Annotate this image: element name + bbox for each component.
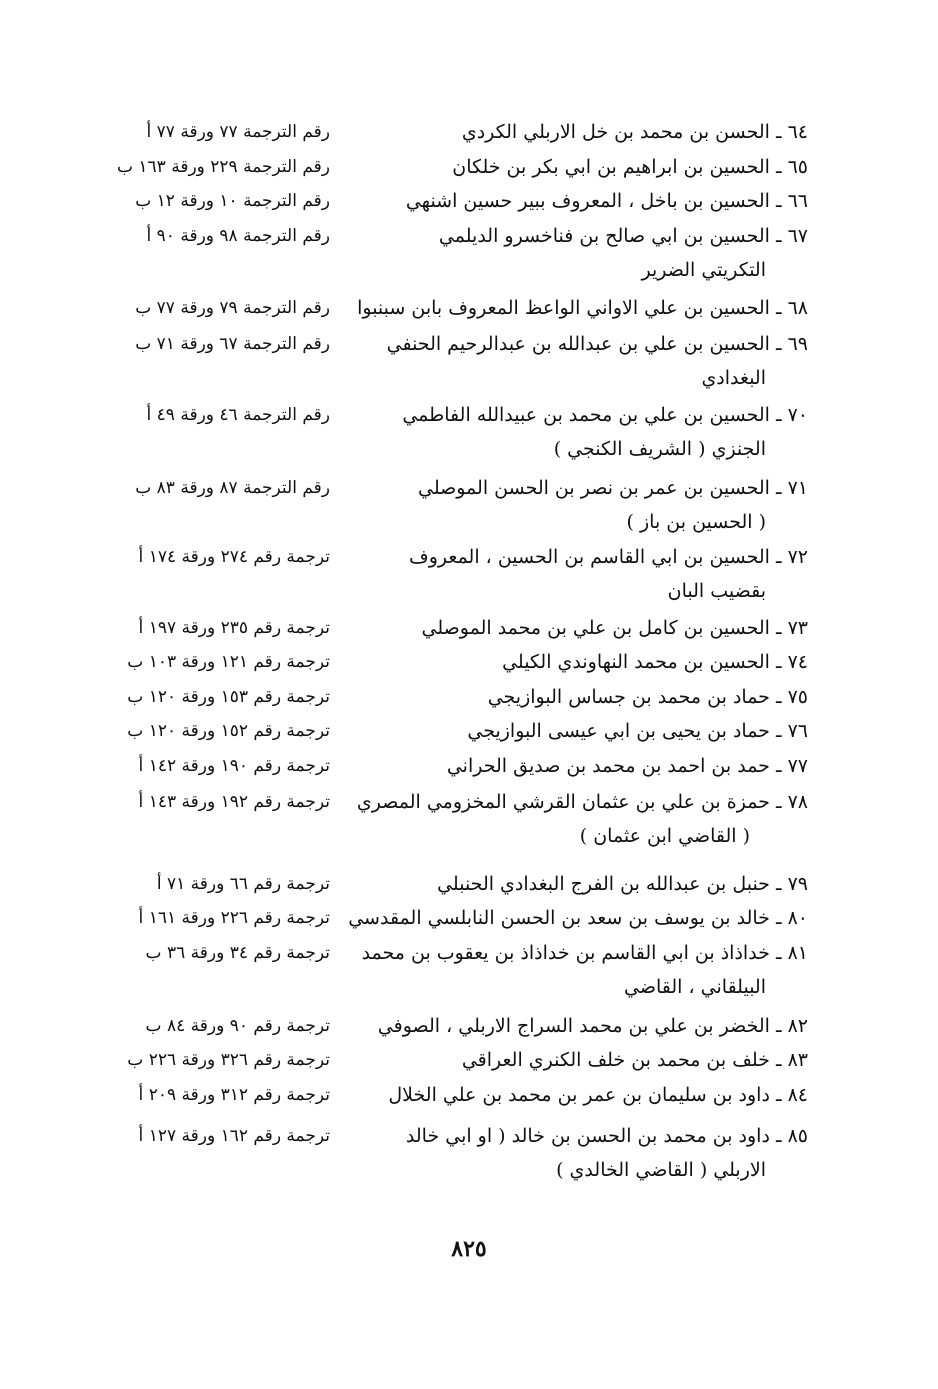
entry-reference: رقم الترجمة ٧٩ ورقة ٧٧ ب: [135, 298, 330, 318]
entry-name: [308, 219, 808, 287]
entry-reference: ترجمة رقم ٣٢٦ ورقة ٢٢٦ ب: [127, 1050, 330, 1070]
entry-name: [308, 327, 808, 395]
entry-reference: ترجمة رقم ٣١٢ ورقة ٢٠٩ أ: [138, 1085, 330, 1105]
page-number: ٨٢٥: [451, 1236, 487, 1262]
entry-reference: رقم الترجمة ٨٧ ورقة ٨٣ ب: [135, 478, 330, 498]
entry-name: [308, 115, 808, 149]
entry-reference: ترجمة رقم ٢٢٦ ورقة ١٦١ أ: [138, 908, 330, 928]
entry-reference: رقم الترجمة ١٠ ورقة ١٢ ب: [135, 191, 330, 211]
entry-name: [308, 398, 808, 466]
entry-name-text: ٧٣ ـ الحسين بن كامل بن علي بن محمد الموصلي: [421, 617, 808, 639]
entry-name: [308, 150, 808, 184]
entry-name-continuation: البغدادي: [701, 367, 766, 389]
entry-name-text: ٨٠ ـ خالد بن يوسف بن سعد بن الحسن النابلسي المقدسي: [348, 907, 808, 929]
entry-name-continuation: الاربلي ( القاضي الخالدي ): [556, 1159, 766, 1181]
entry-name: [308, 749, 808, 783]
entry-name-text: ٧٧ ـ حمد بن احمد بن محمد بن صديق الحراني: [446, 755, 808, 777]
entry-name: [308, 1119, 808, 1187]
entry-name-text: ٧٤ ـ الحسين بن محمد النهاوندي الكيلي: [502, 651, 808, 673]
entry-name: [308, 1009, 808, 1043]
entry-reference: ترجمة رقم ٢٣٥ ورقة ١٩٧ أ: [138, 618, 330, 638]
entry-reference: ترجمة رقم ٦٦ ورقة ٧١ أ: [156, 874, 330, 894]
entry-name-continuation: البيلقاني ، القاضي: [624, 976, 766, 998]
entry-name-text: ٨٤ ـ داود بن سليمان بن عمر بن محمد بن علي الخلال: [388, 1084, 808, 1106]
entry-name-text: ٧٥ ـ حماد بن محمد بن جساس البوازيجي: [487, 686, 808, 708]
entry-name-continuation: ( الحسين بن باز ): [626, 511, 766, 533]
entry-reference: ترجمة رقم ٣٤ ورقة ٣٦ ب: [145, 943, 330, 963]
entry-name-text: ٦٧ ـ الحسين بن ابي صالح بن فناخسرو الديلمي: [438, 225, 808, 247]
entry-reference: رقم الترجمة ٤٦ ورقة ٤٩ أ: [146, 405, 330, 425]
entry-reference: رقم الترجمة ٧٧ ورقة ٧٧ أ: [146, 122, 330, 142]
entry-name-text: ٧٩ ـ حنبل بن عبدالله بن الفرج البغدادي الحنبلي: [437, 873, 808, 895]
entry-name: [308, 611, 808, 645]
entry-name: [308, 471, 808, 539]
entry-reference: ترجمة رقم ١٥٢ ورقة ١٢٠ ب: [127, 721, 330, 741]
entry-reference: ترجمة رقم ١٩٠ ورقة ١٤٢ أ: [138, 756, 330, 776]
entry-name-text: ٧٢ ـ الحسين بن ابي القاسم بن الحسين ، المعروف: [409, 546, 808, 568]
entry-name: [308, 184, 808, 218]
entry-reference: ترجمة رقم ١٥٣ ورقة ١٢٠ ب: [127, 687, 330, 707]
entry-reference: رقم الترجمة ٢٢٩ ورقة ١٦٣ ب: [116, 157, 330, 177]
entry-name-text: ٨١ ـ خداذاذ بن ابي القاسم بن خداذاذ بن يعقوب بن محمد: [361, 942, 808, 964]
entry-name-continuation: بقضيب البان: [667, 580, 766, 602]
entry-name: [308, 785, 808, 853]
entry-reference: ترجمة رقم ١٩٢ ورقة ١٤٣ أ: [138, 792, 330, 812]
entry-name-text: ٧٨ ـ حمزة بن علي بن عثمان القرشي المخزومي المصري: [356, 791, 808, 813]
entry-name-text: ٨٣ ـ خلف بن محمد بن خلف الكنري العراقي: [461, 1049, 808, 1071]
entry-name-text: ٦٤ ـ الحسن بن محمد بن خل الاربلي الكردي: [461, 121, 808, 143]
entry-name: [308, 540, 808, 608]
entry-reference: ترجمة رقم ١٦٢ ورقة ١٢٧ أ: [138, 1126, 330, 1146]
entry-name-continuation: الجنزي ( الشريف الكنجي ): [553, 438, 766, 460]
entry-name-text: ٧١ ـ الحسين بن عمر بن نصر بن الحسن الموصلي: [417, 477, 808, 499]
entry-reference: ترجمة رقم ١٢١ ورقة ١٠٣ ب: [127, 652, 330, 672]
entry-name: [308, 645, 808, 679]
entry-name: [308, 714, 808, 748]
entry-name: [308, 1043, 808, 1077]
entry-name-continuation: التكريتي الضرير: [641, 259, 766, 281]
entry-name-text: ٧٠ ـ الحسين بن علي بن محمد بن عبيدالله الفاطمي: [402, 404, 808, 426]
entry-name-text: ٦٨ ـ الحسين بن علي الاواني الواعظ المعروف بابن سبنبوا: [357, 297, 808, 319]
entry-name-text: ٨٢ ـ الخضر بن علي بن محمد السراج الاربلي ، الصوفي: [377, 1015, 808, 1037]
entry-name-text: ٦٩ ـ الحسين بن علي بن عبدالله بن عبدالرحيم الحنفي: [386, 333, 808, 355]
entry-name: [308, 291, 808, 325]
entry-name: [308, 901, 808, 935]
entry-name-text: ٦٦ ـ الحسين بن باخل ، المعروف ببير حسين اشنهي: [405, 190, 808, 212]
entry-reference: رقم الترجمة ٩٨ ورقة ٩٠ أ: [146, 226, 330, 246]
entry-name-continuation: ( القاضي ابن عثمان ): [579, 825, 750, 847]
entry-reference: ترجمة رقم ٩٠ ورقة ٨٤ ب: [145, 1016, 330, 1036]
entry-reference: ترجمة رقم ٢٧٤ ورقة ١٧٤ أ: [138, 547, 330, 567]
entry-name: [308, 680, 808, 714]
entry-name-text: ٦٥ ـ الحسين بن ابراهيم بن ابي بكر بن خلكان: [452, 156, 808, 178]
entry-name: [308, 1078, 808, 1112]
entry-name: [308, 936, 808, 1004]
entry-name-text: ٧٦ ـ حماد بن يحيى بن ابي عيسى البوازيجي: [467, 720, 808, 742]
entry-name: [308, 867, 808, 901]
entry-name-text: ٨٥ ـ داود بن محمد بن الحسن بن خالد ( او ابي خالد: [405, 1125, 808, 1147]
entry-reference: رقم الترجمة ٦٧ ورقة ٧١ ب: [135, 334, 330, 354]
